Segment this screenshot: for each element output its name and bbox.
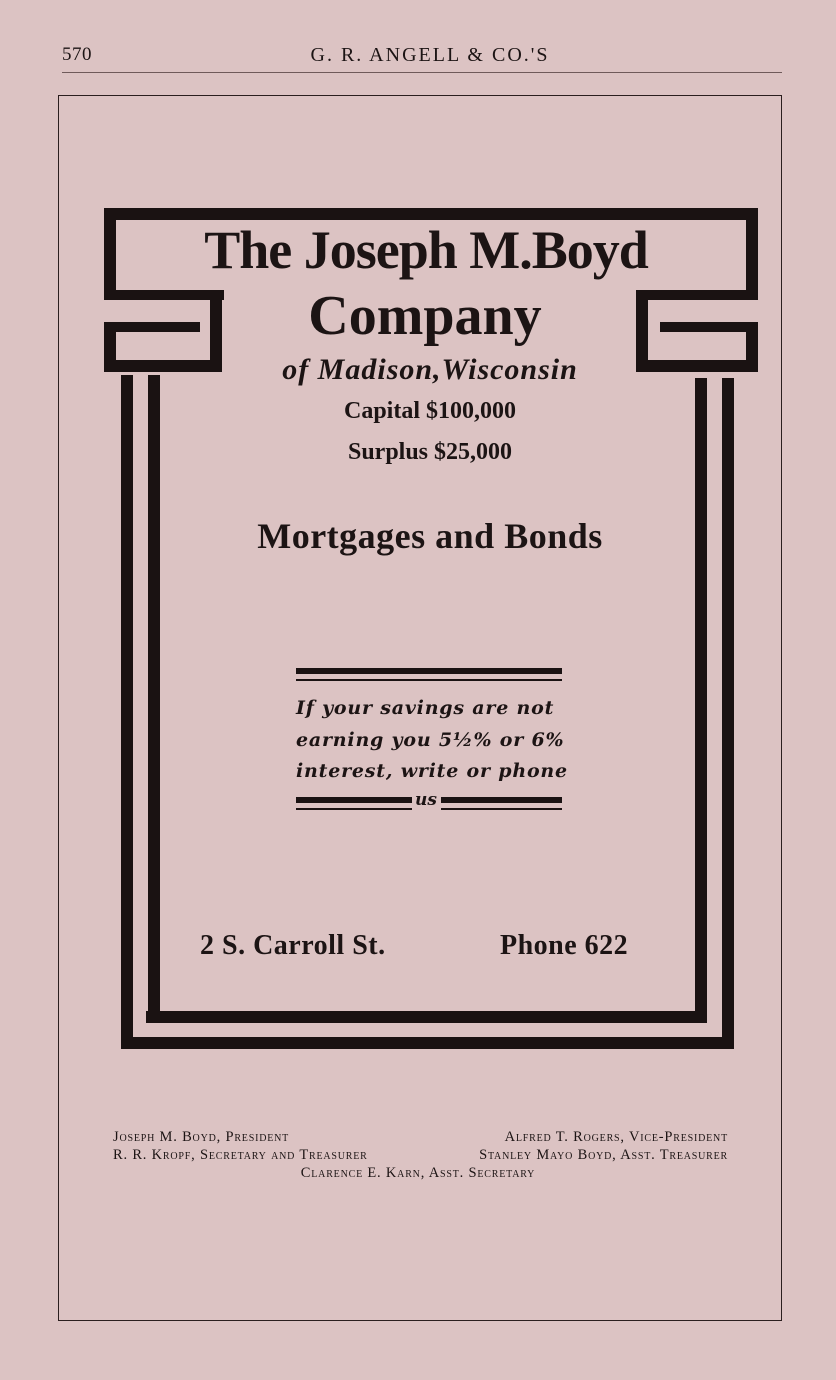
capital-amount: Capital $100,000	[343, 398, 516, 424]
border-right-key-left	[636, 290, 648, 370]
border-left-key-bottom	[104, 360, 222, 372]
company-location: of Madison,Wisconsin	[282, 353, 578, 386]
border-right-key-top	[636, 290, 758, 300]
border-right-key-post	[746, 208, 758, 300]
header-rule	[62, 72, 782, 73]
surplus-amount: Surplus $25,000	[347, 439, 513, 465]
border-bottom-outer-bar	[121, 1037, 734, 1049]
company-name-line1: The Joseph M.Boyd	[204, 220, 648, 280]
officer-asst-secretary: Clarence E. Karn, Asst. Secretary	[300, 1165, 536, 1181]
offer-rule-bottom-right-thin	[441, 808, 562, 810]
offer-rule-top-thin	[296, 679, 562, 681]
border-right-key-inner	[660, 322, 758, 332]
border-left-outer-rail	[121, 375, 133, 1039]
offer-rule-bottom-right-thick	[441, 797, 562, 803]
border-left-key-inner	[104, 322, 200, 332]
border-right-outer-rail	[722, 378, 734, 1040]
street-address: 2 S. Carroll St.	[200, 930, 386, 961]
tagline: Mortgages and Bonds	[257, 516, 603, 556]
page-number: 570	[62, 44, 92, 65]
border-right-inner-rail	[695, 378, 707, 1023]
offer-rule-bottom-left-thin	[296, 808, 412, 810]
offer-line: interest, write or phone	[296, 760, 568, 782]
border-left-key-right	[210, 290, 222, 370]
border-bottom-inner-bar	[146, 1011, 707, 1023]
officer-asst-treasurer: Stanley Mayo Boyd, Asst. Treasurer	[479, 1147, 728, 1163]
phone-number: Phone 622	[500, 930, 629, 961]
offer-rule-top-thick	[296, 668, 562, 674]
border-left-inner-rail	[148, 375, 160, 1011]
officer-vice-president: Alfred T. Rogers, Vice-President	[504, 1129, 728, 1145]
border-top-bar	[104, 208, 758, 220]
border-right-key-bottom	[636, 360, 758, 372]
company-name-line2: Company	[308, 285, 542, 347]
officer-secretary-treasurer: R. R. Kropf, Secretary and Treasurer	[113, 1147, 368, 1163]
offer-line-us: us	[415, 790, 437, 810]
officer-president: Joseph M. Boyd, President	[113, 1129, 290, 1145]
border-left-key-top	[104, 290, 224, 300]
offer-line: If your savings are not	[296, 697, 555, 719]
offer-rule-bottom-left-thick	[296, 797, 412, 803]
offer-line: earning you 5½% or 6%	[296, 729, 565, 751]
running-head: G. R. ANGELL & CO.'S	[310, 44, 550, 66]
